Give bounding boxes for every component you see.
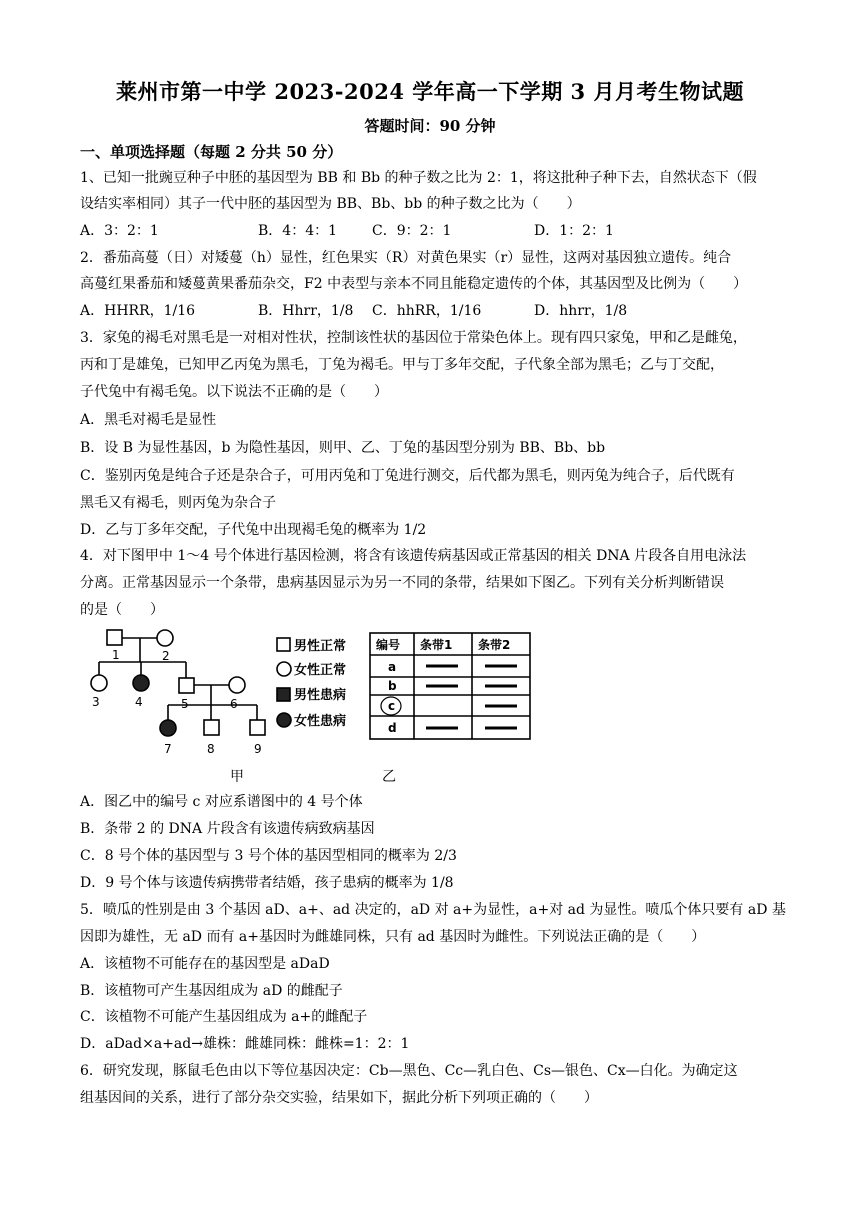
q5-option-a: A．该植物不可能存在的基因型是 aDaD: [80, 956, 330, 972]
pedigree-female-normal-3: [91, 675, 107, 691]
q1-stem-line1: 1、已知一批豌豆种子中胚的基因型为 BB 和 Bb 的种子数之比为 2：1，将这批种子种下去，自然状态下（假: [80, 170, 757, 186]
q3-option-a: A．黑毛对褐毛是显性: [80, 412, 217, 428]
q1-option-d: D．1：2：1: [534, 223, 614, 239]
exam-title: 莱州市第一中学 2023-2024 学年高一下学期 3 月月考生物试题: [116, 79, 744, 104]
q4-option-b: B．条带 2 的 DNA 片段含有该遗传病致病基因: [80, 821, 375, 837]
table-header: 编号: [376, 638, 401, 652]
q5-option-b: B．该植物可产生基因组成为 aD 的雌配子: [80, 983, 343, 999]
legend-label: 女性患病: [294, 714, 347, 729]
q1-option-b: B．4：4：1: [258, 223, 338, 239]
legend-male-normal-icon: [277, 638, 290, 651]
pedigree-female-normal-2: [157, 630, 173, 646]
pedigree-number: 9: [254, 742, 262, 756]
q3-stem-line1: 3．家兔的褐毛对黑毛是一对相对性状，控制该性状的基因位于常染色体上。现有四只家兔，甲和乙是雌兔，: [80, 330, 747, 346]
legend-female-normal-icon: [277, 662, 291, 676]
q3-option-c-line1: C．鉴别丙兔是纯合子还是杂合子，可用丙兔和丁兔进行测交，后代都为黑毛，则丙兔为纯合子，后代既有: [80, 468, 735, 484]
section-heading: 一、单项选择题（每题 2 分共 50 分）: [80, 143, 343, 161]
q2-stem-line1: 2．番茄高蔓（日）对矮蔓（h）显性，红色果实（R）对黄色果实（r）显性，这两对基因独立遗传。纯合: [80, 250, 732, 266]
pedigree-female-normal-6: [229, 677, 245, 693]
legend-male-affected-icon: [277, 688, 290, 701]
q5-option-d: D．aDad×a+ad→雄株：雌雄同株：雌株=1：2：1: [80, 1036, 410, 1052]
q2-stem-line2: 高蔓红果番茄和矮蔓黄果番茄杂交，F2 中表型与亲本不同且能稳定遗传的个体，其基因型及比例为（ ）: [80, 276, 748, 292]
pedigree-male-normal-5: [179, 678, 194, 693]
pedigree-number: 6: [230, 697, 238, 711]
pedigree-figure: [80, 622, 540, 767]
legend-label: 男性正常: [294, 639, 347, 654]
q3-option-d: D．乙与丁多年交配，子代兔中出现褐毛兔的概率为 1/2: [80, 522, 427, 538]
q2-option-d: D．hhrr，1/8: [534, 303, 628, 319]
legend-label: 男性患病: [294, 688, 347, 703]
pedigree-female-affected-7: [160, 720, 176, 736]
pedigree-male-normal-9: [250, 720, 265, 735]
pedigree-male-normal-8: [204, 720, 219, 735]
exam-duration: 答题时间：90 分钟: [364, 117, 496, 135]
table-header: 条带1: [420, 638, 453, 652]
legend-female-affected-icon: [277, 713, 291, 727]
q1-stem-line2: 设结实率相同）其子一代中胚的基因型为 BB、Bb、bb 的种子数之比为（ ）: [80, 196, 581, 212]
table-row-id: b: [388, 679, 397, 693]
q4-option-a: A．图乙中的编号 c 对应系谱图中的 4 号个体: [80, 794, 363, 810]
table-row-id: d: [388, 721, 397, 735]
q5-option-c: C．该植物不可能产生基因组成为 a+的雌配子: [80, 1009, 368, 1025]
pedigree-number: 2: [162, 649, 170, 663]
table-header: 条带2: [478, 638, 511, 652]
q5-stem-line2: 因即为雄性，无 aD 而有 a+基因时为雌雄同株，只有 ad 基因时为雌性。下列说法正确的是（ ）: [80, 929, 706, 945]
q6-stem-line2: 组基因间的关系，进行了部分杂交实验，结果如下，据此分析下列项正确的（ ）: [80, 1090, 598, 1106]
table-row-id: a: [388, 660, 397, 674]
q1-option-a: A．3：2：1: [80, 223, 159, 239]
pedigree-number: 5: [181, 697, 189, 711]
figure-label-jia: 甲: [230, 769, 244, 785]
table-row-id: c: [388, 699, 396, 713]
q3-stem-line2: 丙和丁是雄兔，已知甲乙丙兔为黑毛，丁兔为褐毛。甲与丁多年交配，子代象全部为黑毛；乙与丁交配，: [80, 357, 724, 373]
q4-stem-line3: 的是（ ）: [80, 602, 164, 618]
q4-option-d: D．9 号个体与该遗传病携带者结婚，孩子患病的概率为 1/8: [80, 875, 454, 891]
pedigree-number: 7: [164, 742, 172, 756]
q3-option-c-line2: 黑毛又有褐毛，则丙兔为杂合子: [80, 495, 276, 511]
q4-option-c: C．8 号个体的基因型与 3 号个体的基因型相同的概率为 2/3: [80, 848, 457, 864]
q5-stem-line1: 5．喷瓜的性别是由 3 个基因 aD、a+、ad 决定的，aD 对 a+为显性，a+对 ad 为显性。喷瓜个体只要有 aD 基: [80, 902, 786, 918]
legend-label: 女性正常: [294, 663, 347, 678]
pedigree-number: 8: [207, 742, 215, 756]
pedigree-number: 3: [92, 695, 100, 709]
pedigree-male-normal-1: [107, 630, 122, 645]
q3-stem-line3: 子代兔中有褐毛兔。以下说法不正确的是（ ）: [80, 384, 388, 400]
q2-option-b: B．Hhrr，1/8: [258, 303, 354, 319]
q4-stem-line1: 4．对下图甲中 1～4 号个体进行基因检测，将含有该遗传病基因或正常基因的相关 DNA 片段各自用电泳法: [80, 548, 747, 564]
pedigree-number: 1: [112, 648, 120, 662]
q4-stem-line2: 分离。正常基因显示一个条带，患病基因显示为另一不同的条带，结果如下图乙。下列有关分析判断错误: [80, 575, 724, 591]
q3-option-b: B．设 B 为显性基因，b 为隐性基因，则甲、乙、丁兔的基因型分别为 BB、Bb、bb: [80, 440, 606, 456]
q2-option-a: A．HHRR，1/16: [80, 303, 196, 319]
pedigree-female-affected-4: [133, 675, 149, 691]
figure-label-yi: 乙: [382, 769, 396, 785]
q1-option-c: C．9：2：1: [372, 223, 452, 239]
pedigree-number: 4: [135, 695, 143, 709]
q6-stem-line1: 6．研究发现，豚鼠毛色由以下等位基因决定：Cb—黑色、Cc—乳白色、Cs—银色、Cx—白化。为确定这: [80, 1063, 738, 1079]
q2-option-c: C．hhRR，1/16: [372, 303, 482, 319]
